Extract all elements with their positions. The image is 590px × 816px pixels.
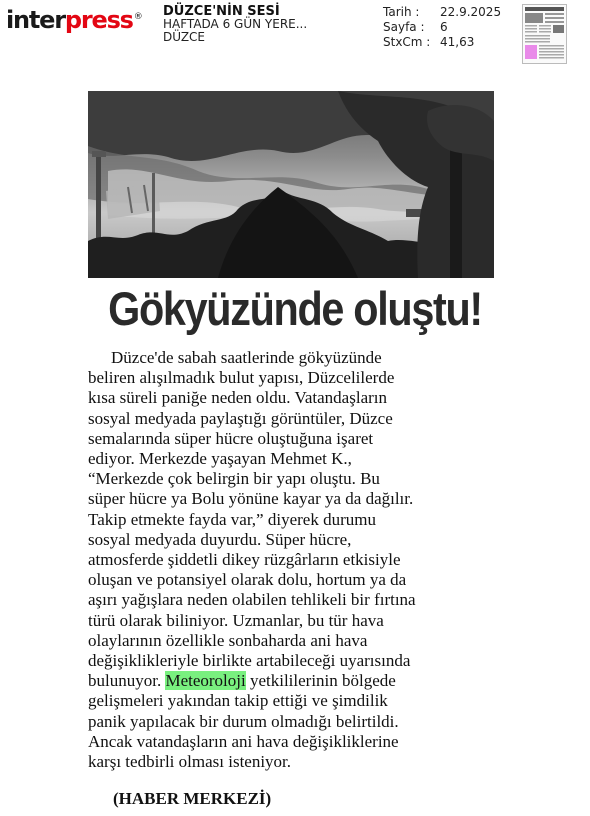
meta-row-stxcm (383, 35, 501, 50)
body-line: semalarında süper hücre oluştuğuna işaret (88, 428, 374, 448)
meta-value: 41,63 (440, 35, 475, 49)
article-body (88, 348, 508, 772)
body-text-segment: bulunuyor. (88, 671, 166, 691)
publication-frequency: HAFTADA 6 GÜN YERE... (163, 17, 308, 31)
logo-text-i: inter (6, 6, 65, 34)
body-line: Takip etmekte fayda var,” diyerek durumu (88, 509, 376, 529)
meta-row-date (383, 5, 501, 20)
meta-row-page (383, 20, 501, 35)
body-line: ediyor. Merkezde yaşayan Mehmet K., (88, 449, 352, 469)
body-line: türü olarak biliniyor. Uzmanlar, bu tür hava (88, 610, 384, 630)
logo-text-press: press (64, 6, 133, 34)
body-line: “Merkezde çok belirgin bir yapı oluştu. Bu (88, 469, 380, 489)
publication-city: DÜZCE (163, 30, 205, 44)
page-thumbnail[interactable] (522, 4, 567, 64)
article-photo (88, 91, 494, 278)
meta-value: 22.9.2025 (440, 5, 502, 19)
body-text-segment: yetkililerinin bölgede (245, 671, 396, 691)
clipping-meta (383, 5, 501, 50)
page-thumbnail-icon (523, 5, 566, 63)
body-line-highlighted (88, 671, 508, 691)
body-line: Düzce'de sabah saatlerinde gökyüzünde (111, 348, 382, 367)
body-line: sosyal medyada paylaştığı görüntüler, Düzce (88, 408, 393, 428)
registered-mark: ® (133, 12, 142, 22)
highlighted-keyword[interactable]: Meteoroloji (165, 671, 246, 691)
meta-key: Tarih : (383, 5, 420, 19)
meta-key: StxCm : (383, 35, 431, 49)
body-line: olaylarının özellikle sonbaharda ani hava (88, 630, 368, 650)
sky-photo-image (88, 91, 494, 278)
body-line: atmosferde şiddetli dikey rüzgârların etkisiyle (88, 550, 401, 570)
body-line: gelişmeleri yakından takip ettiği ve şimdilik (88, 691, 388, 711)
body-line: kısa süreli paniğe neden oldu. Vatandaşların (88, 388, 387, 408)
publication-name: DÜZCE'NİN SESİ (163, 4, 280, 19)
publication-info (163, 5, 363, 44)
body-line: beliren alışılmadık bulut yapısı, Düzcelilerde (88, 368, 395, 388)
meta-value: 6 (440, 20, 448, 34)
body-line: sosyal medyada duyurdu. Süper hücre, (88, 529, 352, 549)
meta-key: Sayfa : (383, 20, 425, 34)
body-line: aşırı yağışlara neden olabilen tehlikeli bir fırtına (88, 590, 416, 610)
body-line: Ancak vatandaşların ani hava değişikliklerine (88, 731, 399, 751)
body-line: panik yapılacak bir durum olmadığı belirtildi. (88, 711, 399, 731)
logo-text (6, 6, 133, 34)
interpress-logo (6, 6, 142, 34)
article-byline: (HABER MERKEZİ) (113, 789, 272, 808)
article-headline: Gökyüzünde oluştu! (108, 282, 482, 335)
body-line: değişiklikleriyle birlikte artabileceği uyarısında (88, 651, 411, 671)
body-line: süper hücre ya Bolu yönüne kayar ya da dağılır. (88, 489, 414, 509)
body-line: karşı tedbirli olması isteniyor. (88, 752, 292, 772)
body-line: oluşan ve potansiyel olarak dolu, hortum ya da (88, 570, 407, 590)
